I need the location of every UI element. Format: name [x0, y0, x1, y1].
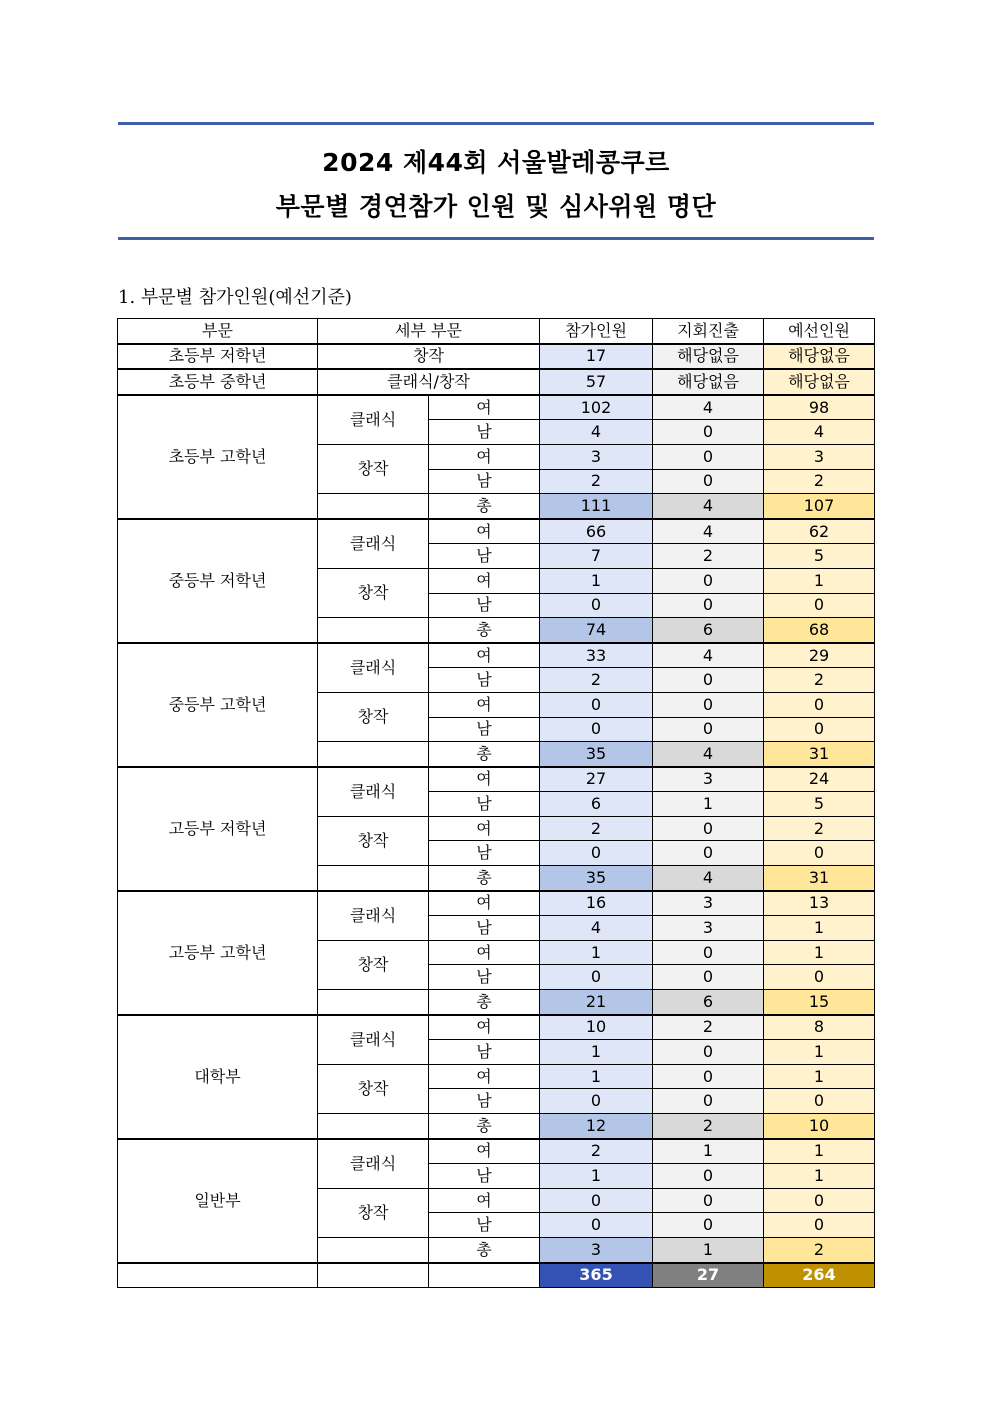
- prelim-cell: 2: [764, 469, 875, 494]
- participants-cell: 2: [540, 1139, 653, 1164]
- regional-cell: 0: [653, 1089, 764, 1114]
- regional-cell: 0: [653, 444, 764, 469]
- sub-cell: 클래식/창작: [318, 369, 540, 395]
- regional-cell: 0: [653, 469, 764, 494]
- regional-cell: 0: [653, 1164, 764, 1189]
- participants-cell: 0: [540, 841, 653, 866]
- simple-row: [118, 369, 875, 395]
- style-creative-cell: 창작: [318, 568, 429, 617]
- style-creative-cell: 창작: [318, 1064, 429, 1113]
- participants-cell: 0: [540, 692, 653, 717]
- gender-cell: 남: [429, 1164, 540, 1189]
- regional-cell: 0: [653, 568, 764, 593]
- style-classic-cell: 클래식: [318, 395, 429, 445]
- gender-cell: 여: [429, 940, 540, 965]
- group-row: [118, 1139, 875, 1164]
- participants-cell: 0: [540, 1188, 653, 1213]
- gender-cell: 남: [429, 593, 540, 618]
- regional-cell: 0: [653, 1188, 764, 1213]
- bottom-rule: [118, 237, 874, 240]
- total-regional-cell: 4: [653, 494, 764, 519]
- participants-cell: 1: [540, 1064, 653, 1089]
- gender-cell: 남: [429, 717, 540, 742]
- gender-cell: 여: [429, 692, 540, 717]
- gender-cell: 여: [429, 643, 540, 668]
- regional-cell: 2: [653, 1015, 764, 1040]
- page-title-line2: 부문별 경연참가 인원 및 심사위원 명단: [275, 192, 717, 221]
- gender-cell: 여: [429, 1015, 540, 1040]
- total-label-cell: 총: [429, 618, 540, 643]
- style-creative-cell: 창작: [318, 444, 429, 493]
- prelim-cell: 62: [764, 519, 875, 544]
- regional-cell: 해당없음: [653, 344, 764, 370]
- participants-cell: 7: [540, 544, 653, 569]
- header-division: 부문: [118, 319, 318, 344]
- gender-cell: 남: [429, 916, 540, 941]
- gender-cell: 여: [429, 1188, 540, 1213]
- prelim-cell: 0: [764, 1213, 875, 1238]
- regional-cell: 0: [653, 965, 764, 990]
- total-prelim-cell: 68: [764, 618, 875, 643]
- gender-cell: 남: [429, 420, 540, 445]
- empty-cell: [429, 1263, 540, 1288]
- prelim-cell: 해당없음: [764, 369, 875, 395]
- total-participants-cell: 35: [540, 742, 653, 767]
- regional-cell: 0: [653, 593, 764, 618]
- regional-cell: 0: [653, 1040, 764, 1065]
- participants-cell: 2: [540, 668, 653, 693]
- prelim-cell: 0: [764, 1188, 875, 1213]
- header-prelim: 예선인원: [764, 319, 875, 344]
- participants-cell: 0: [540, 593, 653, 618]
- total-label-cell: 총: [429, 1114, 540, 1139]
- total-label-cell: 총: [429, 742, 540, 767]
- total-regional-cell: 1: [653, 1237, 764, 1262]
- total-participants-cell: 35: [540, 866, 653, 891]
- total-label-cell: 총: [429, 990, 540, 1015]
- prelim-cell: 0: [764, 841, 875, 866]
- participants-cell: 66: [540, 519, 653, 544]
- regional-cell: 1: [653, 792, 764, 817]
- regional-cell: 0: [653, 841, 764, 866]
- prelim-cell: 0: [764, 1089, 875, 1114]
- total-regional-cell: 2: [653, 1114, 764, 1139]
- header-sub: 세부 부문: [318, 319, 540, 344]
- prelim-cell: 0: [764, 692, 875, 717]
- prelim-cell: 1: [764, 1040, 875, 1065]
- gender-cell: 여: [429, 568, 540, 593]
- total-prelim-cell: 10: [764, 1114, 875, 1139]
- prelim-cell: 8: [764, 1015, 875, 1040]
- prelim-cell: 2: [764, 668, 875, 693]
- group-row: [118, 643, 875, 668]
- gender-cell: 여: [429, 1139, 540, 1164]
- participants-cell: 2: [540, 816, 653, 841]
- grand-total-regional-cell: 27: [653, 1263, 764, 1288]
- total-participants-cell: 12: [540, 1114, 653, 1139]
- total-prelim-cell: 31: [764, 742, 875, 767]
- prelim-cell: 1: [764, 916, 875, 941]
- empty-cell: [118, 1263, 318, 1288]
- regional-cell: 0: [653, 1213, 764, 1238]
- group-row: [118, 519, 875, 544]
- grand-total-participants-cell: 365: [540, 1263, 653, 1288]
- gender-cell: 남: [429, 1089, 540, 1114]
- simple-row: [118, 344, 875, 370]
- division-cell: 중등부 저학년: [118, 519, 318, 643]
- participants-cell: 0: [540, 717, 653, 742]
- gender-cell: 남: [429, 792, 540, 817]
- total-regional-cell: 6: [653, 618, 764, 643]
- prelim-cell: 13: [764, 891, 875, 916]
- group-row: [118, 1015, 875, 1040]
- prelim-cell: 해당없음: [764, 344, 875, 370]
- group-row: [118, 891, 875, 916]
- prelim-cell: 5: [764, 792, 875, 817]
- empty-cell: [318, 1263, 429, 1288]
- total-label-cell: 총: [429, 1237, 540, 1262]
- prelim-cell: 0: [764, 717, 875, 742]
- total-participants-cell: 111: [540, 494, 653, 519]
- sub-cell: 창작: [318, 344, 540, 370]
- division-cell: 초등부 저학년: [118, 344, 318, 370]
- total-prelim-cell: 107: [764, 494, 875, 519]
- header-regional: 지회진출: [653, 319, 764, 344]
- top-rule: [118, 122, 874, 125]
- participants-cell: 4: [540, 420, 653, 445]
- gender-cell: 여: [429, 519, 540, 544]
- group-row: [118, 395, 875, 420]
- style-creative-cell: 창작: [318, 940, 429, 989]
- gender-cell: 여: [429, 444, 540, 469]
- prelim-cell: 0: [764, 593, 875, 618]
- regional-cell: 0: [653, 816, 764, 841]
- prelim-cell: 1: [764, 1164, 875, 1189]
- gender-cell: 남: [429, 1213, 540, 1238]
- style-classic-cell: 클래식: [318, 519, 429, 569]
- total-prelim-cell: 2: [764, 1237, 875, 1262]
- participants-cell: 0: [540, 1213, 653, 1238]
- participants-cell: 0: [540, 965, 653, 990]
- total-prelim-cell: 15: [764, 990, 875, 1015]
- total-regional-cell: 4: [653, 866, 764, 891]
- participants-cell: 102: [540, 395, 653, 420]
- participants-cell: 27: [540, 767, 653, 792]
- regional-cell: 0: [653, 668, 764, 693]
- division-cell: 대학부: [118, 1015, 318, 1139]
- regional-cell: 3: [653, 916, 764, 941]
- section-heading: 1. 부문별 참가인원(예선기준): [118, 287, 352, 308]
- empty-cell: [318, 742, 429, 767]
- regional-cell: 4: [653, 519, 764, 544]
- total-label-cell: 총: [429, 494, 540, 519]
- prelim-cell: 98: [764, 395, 875, 420]
- total-regional-cell: 6: [653, 990, 764, 1015]
- prelim-cell: 4: [764, 420, 875, 445]
- total-participants-cell: 74: [540, 618, 653, 643]
- empty-cell: [318, 1237, 429, 1262]
- participants-cell: 6: [540, 792, 653, 817]
- header-participants: 참가인원: [540, 319, 653, 344]
- total-label-cell: 총: [429, 866, 540, 891]
- empty-cell: [318, 990, 429, 1015]
- participants-cell: 4: [540, 916, 653, 941]
- division-cell: 고등부 저학년: [118, 767, 318, 891]
- regional-cell: 2: [653, 544, 764, 569]
- total-prelim-cell: 31: [764, 866, 875, 891]
- division-cell: 일반부: [118, 1139, 318, 1263]
- prelim-cell: 1: [764, 568, 875, 593]
- style-classic-cell: 클래식: [318, 891, 429, 941]
- header-row: [118, 319, 875, 344]
- style-creative-cell: 창작: [318, 692, 429, 741]
- participants-cell: 1: [540, 568, 653, 593]
- participants-cell: 57: [540, 369, 653, 395]
- page-title-line1: 2024 제44회 서울발레콩쿠르: [322, 148, 670, 177]
- participants-cell: 0: [540, 1089, 653, 1114]
- gender-cell: 여: [429, 395, 540, 420]
- gender-cell: 여: [429, 1064, 540, 1089]
- group-row: [118, 767, 875, 792]
- prelim-cell: 1: [764, 1064, 875, 1089]
- gender-cell: 남: [429, 965, 540, 990]
- prelim-cell: 5: [764, 544, 875, 569]
- grand-total-row: [118, 1263, 875, 1288]
- style-classic-cell: 클래식: [318, 643, 429, 693]
- prelim-cell: 0: [764, 965, 875, 990]
- gender-cell: 남: [429, 469, 540, 494]
- gender-cell: 여: [429, 891, 540, 916]
- regional-cell: 3: [653, 891, 764, 916]
- grand-total-prelim-cell: 264: [764, 1263, 875, 1288]
- style-creative-cell: 창작: [318, 816, 429, 865]
- participants-cell: 33: [540, 643, 653, 668]
- prelim-cell: 1: [764, 940, 875, 965]
- gender-cell: 남: [429, 841, 540, 866]
- regional-cell: 0: [653, 717, 764, 742]
- prelim-cell: 1: [764, 1139, 875, 1164]
- total-participants-cell: 3: [540, 1237, 653, 1262]
- division-cell: 초등부 고학년: [118, 395, 318, 519]
- total-regional-cell: 4: [653, 742, 764, 767]
- gender-cell: 여: [429, 816, 540, 841]
- empty-cell: [318, 618, 429, 643]
- gender-cell: 남: [429, 544, 540, 569]
- participants-cell: 16: [540, 891, 653, 916]
- participants-table: [117, 318, 875, 1288]
- participants-cell: 17: [540, 344, 653, 370]
- regional-cell: 0: [653, 420, 764, 445]
- prelim-cell: 2: [764, 816, 875, 841]
- division-cell: 고등부 고학년: [118, 891, 318, 1015]
- empty-cell: [318, 494, 429, 519]
- gender-cell: 남: [429, 668, 540, 693]
- regional-cell: 1: [653, 1139, 764, 1164]
- style-creative-cell: 창작: [318, 1188, 429, 1237]
- participants-cell: 10: [540, 1015, 653, 1040]
- regional-cell: 해당없음: [653, 369, 764, 395]
- prelim-cell: 3: [764, 444, 875, 469]
- participants-cell: 2: [540, 469, 653, 494]
- style-classic-cell: 클래식: [318, 1015, 429, 1065]
- empty-cell: [318, 866, 429, 891]
- style-classic-cell: 클래식: [318, 1139, 429, 1189]
- regional-cell: 4: [653, 643, 764, 668]
- prelim-cell: 29: [764, 643, 875, 668]
- participants-cell: 1: [540, 1164, 653, 1189]
- participants-cell: 1: [540, 940, 653, 965]
- participants-cell: 3: [540, 444, 653, 469]
- division-cell: 초등부 중학년: [118, 369, 318, 395]
- prelim-cell: 24: [764, 767, 875, 792]
- empty-cell: [318, 1114, 429, 1139]
- total-participants-cell: 21: [540, 990, 653, 1015]
- regional-cell: 4: [653, 395, 764, 420]
- regional-cell: 3: [653, 767, 764, 792]
- division-cell: 중등부 고학년: [118, 643, 318, 767]
- regional-cell: 0: [653, 940, 764, 965]
- participants-cell: 1: [540, 1040, 653, 1065]
- gender-cell: 남: [429, 1040, 540, 1065]
- style-classic-cell: 클래식: [318, 767, 429, 817]
- regional-cell: 0: [653, 692, 764, 717]
- regional-cell: 0: [653, 1064, 764, 1089]
- gender-cell: 여: [429, 767, 540, 792]
